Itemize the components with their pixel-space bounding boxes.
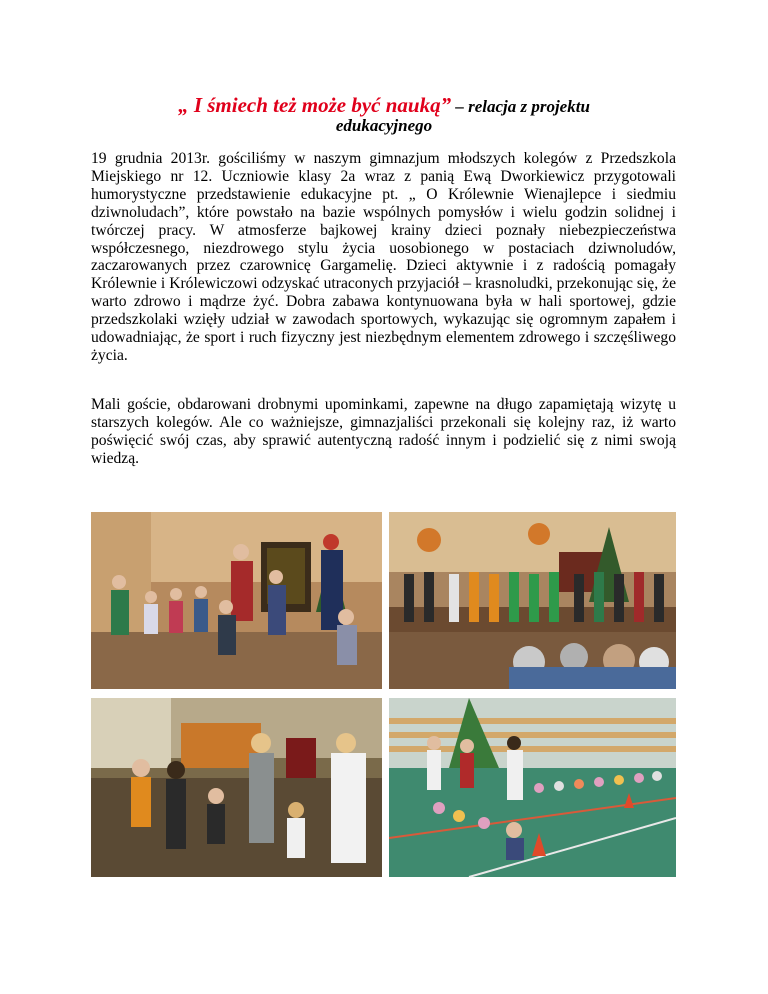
photo-children-with-performers bbox=[91, 512, 382, 689]
photo-dancing-children bbox=[91, 698, 382, 877]
title-suffix: – relacja z projektu bbox=[451, 97, 590, 116]
paragraph-2: Mali goście, obdarowani drobnymi upominkami, zapewne na długo zapamiętają wizytę u starszych kolegów. Ale co ważniejsze, gimnazjaliści przekonali się kolejny raz, iż warto poświęcić swój czas, aby sprawić autentyczną radość innym i podzielić się z nimi swoją wiedzą. bbox=[91, 396, 676, 467]
paragraph-1: 19 grudnia 2013r. gościliśmy w naszym gimnazjum młodszych kolegów z Przedszkola Miejskiego nr 12. Uczniowie klasy 2a wraz z panią Ewą Dworkiewicz przygotowali humorystyczne przedstawienie edukacyjne pt. „ O Królewnie Wienajlepce i siedmiu dziwnoludach”, które powstało na bazie wspólnych pomysłów i wielu godzin solidnej i twórczej pracy. W atmosferze bajkowej krainy dzieci poznały niebezpieczeństwa współczesnego, niezdrowego stylu życia uosobionego w postaciach dziwnoludów, zaczarowanych przez czarownicę Gargamelię. Dzieci aktywnie i z radością pomagały Królewnie i Królewiczowi odzyskać utraconych przyjaciół – krasnoludki, przekonując się, że warto zdrowo i mądrze żyć. Dobra zabawa kontynuowana była w hali sportowej, gdzie przedszkolaki wzięły udział w zawodach sportowych, wykazując się ogromnym zapałem i udowadniając, że sport i ruch fizyczny jest niezbędnym elementem zdrowego i szczęśliwego życia. bbox=[91, 150, 676, 364]
title-continuation: edukacyjnego bbox=[335, 116, 433, 135]
document-title bbox=[0, 94, 768, 118]
photo-sports-hall-games bbox=[389, 698, 676, 877]
title-quote: „ I śmiech też może być nauką” bbox=[178, 93, 452, 117]
photo-cast-on-stage bbox=[389, 512, 676, 689]
